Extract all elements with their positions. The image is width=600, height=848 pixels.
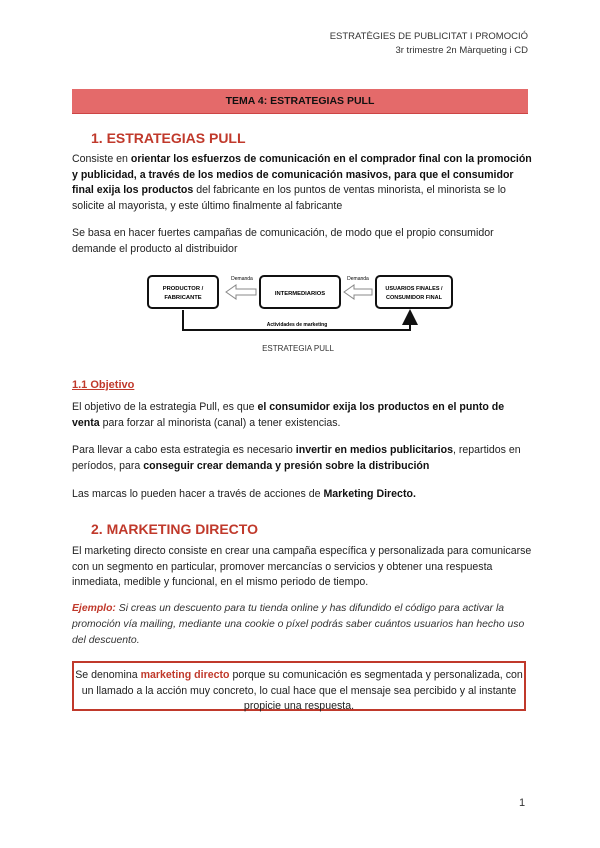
section-2-paragraph-1: El marketing directo consiste en crear una campaña específica y personalizada para comunicarse con un segmento en particular, promover mercancías o servicios y obtener una respuesta inmediata, medible y funcional, en el mismo periodo de tiempo. (72, 545, 532, 589)
box-productor (148, 276, 218, 308)
definition-box: Se denomina marketing directo porque su comunicación es segmentada y personalizada, con un llamado a la acción muy concreto, lo cual hace que el mensaje sea percibido y al instante propicie una respuesta. (72, 661, 526, 711)
box-usuarios-line1: USUARIOS FINALES / (385, 286, 443, 292)
demanda-label-2: Demanda (347, 276, 369, 282)
demand-arrow-left (226, 285, 256, 299)
box-usuarios-line2: CONSUMIDOR FINAL (386, 295, 442, 301)
section-2-heading: 2. MARKETING DIRECTO (91, 521, 258, 537)
objetivo-paragraph-2: Para llevar a cabo esta estrategia es necesario invertir en medios publicitarios, repartidos en períodos, para conseguir crear demanda y presión sobre la distribución (72, 444, 521, 472)
box-intermediarios-label: INTERMEDIARIOS (274, 291, 326, 297)
definition-keyword: marketing directo (140, 669, 230, 681)
header-course-info: 3r trimestre 2n Màrqueting i CD (395, 45, 528, 56)
pull-strategy-diagram (140, 266, 460, 356)
section-1-heading: 1. ESTRATEGIAS PULL (91, 130, 246, 146)
objetivo-paragraph-1: El objetivo de la estrategia Pull, es que el consumidor exija los productos en el punto de venta para forzar al minorista (canal) a tener existencias. (72, 401, 505, 429)
topic-banner: TEMA 4: ESTRATEGIAS PULL (72, 89, 528, 114)
header-course-title: ESTRATÈGIES DE PUBLICITAT I PROMOCIÓ (329, 31, 528, 42)
objetivo-paragraph-3: Las marcas lo pueden hacer a través de acciones de Marketing Directo. (72, 488, 416, 500)
demanda-label-1: Demanda (231, 276, 253, 282)
example-label: Ejemplo: (72, 603, 116, 614)
actividades-label: Actividades de marketing (266, 322, 328, 328)
section-1-paragraph-1: Consiste en orientar los esfuerzos de comunicación en el comprador final con la promoción y publicidad, a través de los medios de comunicación masivos, para que el consumidor final exija los productos del fabricante en los puntos de ventas minorista, el minorista se lo solicite al mayorista, y este último finalmente al fabricante (72, 153, 532, 212)
page-number: 1 (519, 797, 526, 809)
objetivo-heading: 1.1 Objetivo (72, 379, 135, 391)
diagram-caption: ESTRATEGIA PULL (262, 344, 334, 353)
demand-arrow-right (344, 285, 372, 299)
example-paragraph: Ejemplo: Si creas un descuento para tu tienda online y has difundido el código para activar la promoción vía mailing, mediante una cookie o píxel podrás saber cuántos usuarios han hecho uso del descuento. (72, 603, 525, 646)
box-usuarios (376, 276, 452, 308)
document-header (330, 30, 528, 58)
box-productor-line2: FABRICANTE (164, 295, 202, 301)
box-productor-line1: PRODUCTOR / (162, 286, 204, 292)
section-1-paragraph-2: Se basa en hacer fuertes campañas de comunicación, de modo que el propio consumidor demande el producto al distribuidor (72, 227, 494, 255)
